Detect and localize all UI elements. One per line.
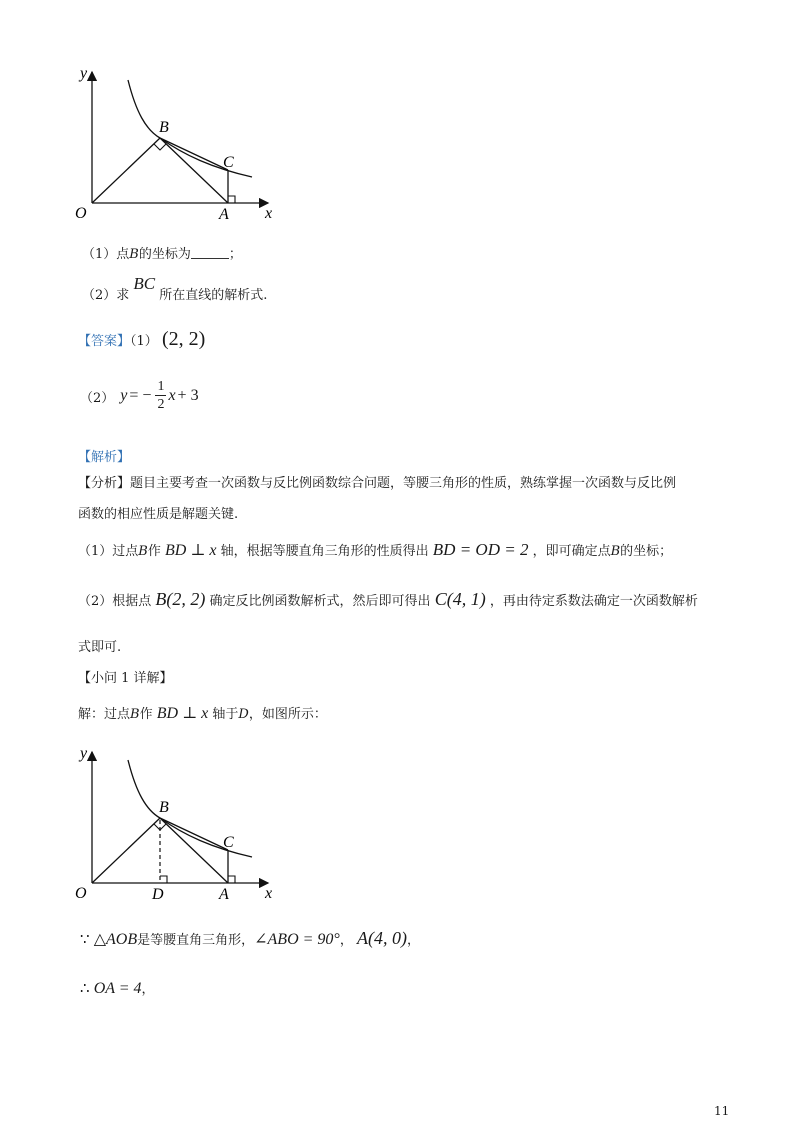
- segment-OB: [92, 818, 160, 883]
- answer-fraction: [155, 380, 166, 412]
- step1-b: B: [138, 544, 148, 559]
- answer-line-2: [80, 380, 199, 412]
- detail-line: [78, 703, 327, 723]
- segment-BC: [160, 818, 228, 850]
- question-1: [82, 243, 242, 262]
- detail-d: 轴于: [212, 707, 239, 722]
- step1-d: 轴，根据等腰直角三角形的性质得出: [220, 544, 429, 559]
- q1-prefix: （1）点: [82, 247, 130, 262]
- q1-suffix: 的坐标为: [138, 247, 191, 262]
- analysis-step-1: [78, 540, 672, 560]
- right-angle-mark-A: [228, 196, 235, 203]
- step2-math1: B(2, 2): [155, 589, 206, 609]
- segment-BC: [160, 138, 228, 170]
- segment-BA: [160, 138, 228, 203]
- q2-suffix: 所在直线的解析式.: [159, 288, 268, 303]
- segment-BA: [160, 818, 228, 883]
- right-angle-mark-D: [160, 876, 167, 883]
- detail-b: B: [130, 707, 140, 722]
- proof-comma-2: ，: [406, 933, 420, 948]
- label-x: x: [265, 205, 273, 222]
- label-x: x: [265, 885, 273, 902]
- segment-OB: [92, 138, 160, 203]
- therefore-symbol: ∴: [80, 979, 90, 997]
- analysis-step-2-cont: 式即可.: [78, 640, 122, 655]
- proof-line-2: [80, 978, 155, 998]
- detail-c: 作: [139, 707, 153, 722]
- answer-part1-prefix: （1）: [130, 334, 158, 349]
- triangle-aob: △AOB: [93, 931, 138, 948]
- step1-math1: BD ⊥ x: [165, 542, 217, 559]
- label-C: C: [223, 154, 234, 171]
- step1-e: ，即可确定点: [532, 544, 611, 559]
- proof-comma-3: ，: [141, 982, 155, 997]
- question-2: [82, 274, 268, 304]
- fraction-numerator: 1: [157, 379, 165, 394]
- answer-eq: = −: [129, 387, 152, 404]
- label-D: D: [152, 886, 164, 903]
- q1-end: ；: [228, 247, 242, 262]
- detail-math: BD ⊥ x: [156, 705, 209, 722]
- page-number: 11: [714, 1104, 730, 1118]
- figure-2-diagram: [72, 740, 287, 910]
- because-symbol: ∵: [80, 930, 90, 948]
- right-angle-mark-B: [154, 144, 166, 150]
- label-y: y: [80, 745, 88, 762]
- label-O: O: [75, 885, 87, 902]
- detail-f: ，如图所示：: [248, 707, 327, 722]
- analysis-tag: 【解析】: [78, 450, 131, 465]
- q1-point: B: [129, 247, 139, 262]
- label-O: O: [75, 205, 87, 222]
- proof-line-1: [80, 928, 420, 949]
- answer-tag: 【答案】: [78, 334, 131, 349]
- figure-1-diagram: [72, 60, 287, 230]
- answer-part2-prefix: （2）: [80, 390, 115, 406]
- step1-f: B: [610, 544, 621, 559]
- label-C: C: [223, 834, 234, 851]
- step1-g: 的坐标；: [620, 544, 673, 559]
- q2-expr: BC: [133, 274, 156, 293]
- fraction-denominator: 2: [157, 397, 165, 412]
- step2-math2: C(4, 1): [434, 589, 486, 609]
- label-A: A: [219, 886, 229, 903]
- step1-a: （1）过点: [78, 544, 139, 559]
- answer-blank: [191, 246, 229, 259]
- step2-a: （2）根据点: [78, 594, 152, 609]
- answer-part1-value: (2, 2): [161, 328, 206, 350]
- label-B: B: [159, 119, 169, 136]
- analysis-step-2: [78, 589, 698, 610]
- step2-c: ，再由待定系数法确定一次函数解析: [489, 594, 698, 609]
- detail-a: 解：过点: [78, 707, 131, 722]
- analysis-overview-2: 函数的相应性质是解题关键.: [78, 507, 239, 522]
- step1-math2: BD = OD = 2: [432, 540, 529, 559]
- answer-y: y: [120, 387, 128, 404]
- label-A: A: [219, 206, 229, 223]
- label-y: y: [80, 65, 88, 82]
- oa-equals: OA = 4: [93, 980, 142, 997]
- proof-text-1: 是等腰直角三角形，: [137, 933, 255, 948]
- answer-x: x: [168, 387, 176, 404]
- detail-e: D: [238, 707, 249, 722]
- proof-comma-1: ，: [339, 933, 353, 948]
- label-B: B: [159, 799, 169, 816]
- detail-tag: 【小问 1 详解】: [78, 671, 173, 686]
- q2-prefix: （2）求: [82, 288, 130, 303]
- step2-b: 确定反比例函数解析式，然后即可得出: [209, 594, 431, 609]
- answer-line-1: [78, 328, 205, 351]
- right-angle-mark-A: [228, 876, 235, 883]
- point-a: A(4, 0): [356, 928, 407, 948]
- angle-abo: ∠ABO = 90°: [254, 931, 340, 948]
- step1-c: 作: [147, 544, 161, 559]
- analysis-overview-1: 【分析】题目主要考查一次函数与反比例函数综合问题，等腰三角形的性质，熟练掌握一次函数与反比例: [78, 476, 677, 491]
- answer-tail: + 3: [177, 387, 199, 404]
